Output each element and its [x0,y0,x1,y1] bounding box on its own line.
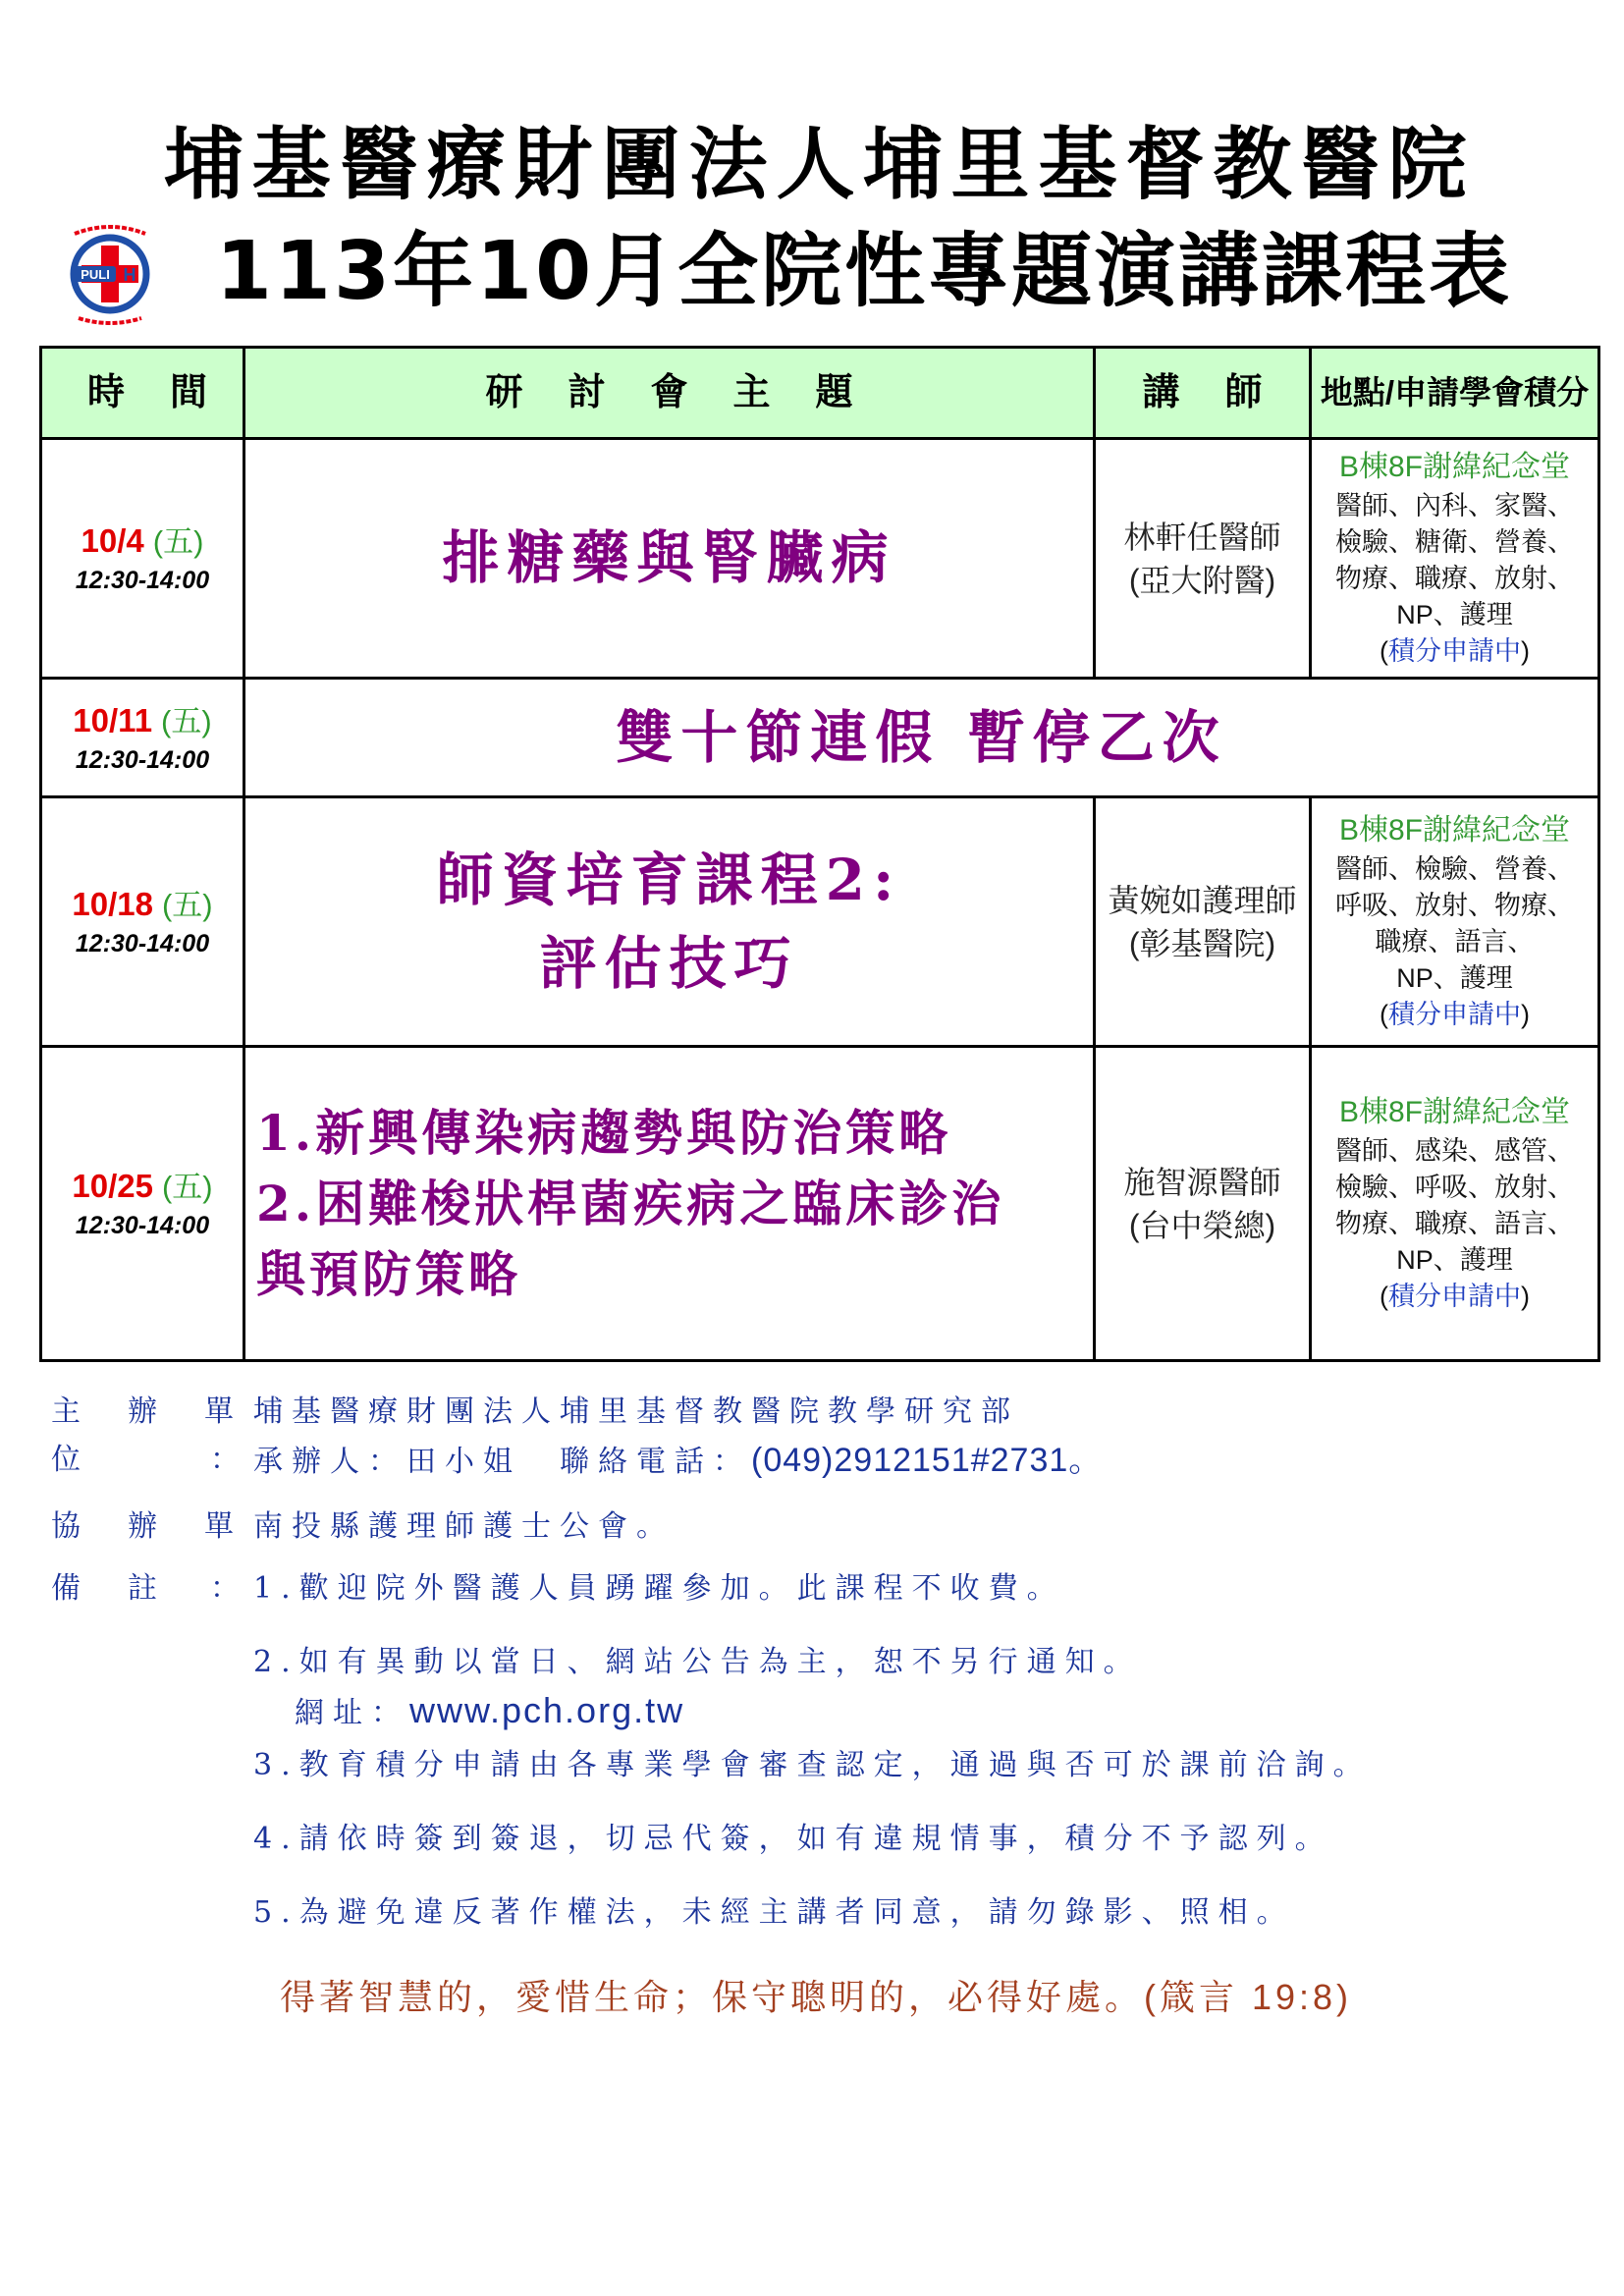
bracket-close: ) [1521,636,1530,666]
date-line [42,884,243,926]
scripture-quote: 得著智慧的，愛惜生命；保守聰明的，必得好處。(箴言 19:8) [280,1977,1353,2017]
bracket-open: ( [1380,1282,1388,1311]
credit-status-text: 積分申請中 [1388,1282,1521,1311]
session-time: 12:30-14:00 [75,930,210,957]
session-topic: 師資培育課程2: [436,846,902,913]
speaker-affiliation: (彰基醫院) [1128,925,1276,961]
note-item: 1.歡迎院外醫護人員踴躍參加。此課程不收費。 [253,1571,1065,1606]
organizer-label-continued: 位 [51,1443,128,1477]
table-row [41,797,1599,1047]
suspension-notice: 雙十節連假 暫停乙次 [616,703,1227,771]
contact-person: 承辦人：田小姐 聯絡電話： [253,1445,751,1479]
credit-societies: 檢驗、糖衛、營養、 [1335,527,1574,557]
topic-cell [244,439,1095,679]
date-line [42,1166,243,1208]
bracket-open: ( [1380,1000,1388,1029]
session-weekday: (五) [161,1170,213,1204]
session-topic: 2.困難梭狀桿菌疾病之臨床診治 [256,1174,1005,1232]
organizer-name: 埔基醫療財團法人埔里基督教醫院教學研究部 [253,1394,1019,1429]
speaker-affiliation: (台中榮總) [1128,1207,1276,1243]
credit-societies: 物療、職療、語言、 [1335,1209,1574,1238]
credit-societies: NP、護理 [1396,1245,1513,1275]
notice-cell [244,679,1599,797]
note-item: 4.請依時簽到簽退，切忌代簽，如有違規情事，積分不予認列。 [253,1822,1333,1856]
venue-name: B棟8F謝緯紀念堂 [1338,1096,1571,1128]
venue-cell [1311,797,1599,1047]
logo-letter: H [123,265,136,285]
bracket-open: ( [1380,636,1388,666]
label-colon: ： [210,1571,240,1606]
table-row [41,439,1599,679]
website-url: www.pch.org.tw [409,1690,685,1730]
column-header-venue-credits: 地點/申請學會積分 [1311,348,1599,439]
date-line [42,700,243,742]
venue-name: B棟8F謝緯紀念堂 [1338,451,1571,483]
topic-cell [244,797,1095,1047]
credit-societies: 呼吸、放射、物療、 [1335,891,1574,920]
session-topic: 1.新興傳染病趨勢與防治策略 [256,1103,952,1162]
date-line [42,520,243,563]
website-label: 網址： [295,1696,409,1730]
note-item: 3.教育積分申請由各專業學會審查認定，通過與否可於課前洽詢。 [253,1748,1372,1782]
venue-cell [1311,1047,1599,1361]
session-date: 10/18 [72,886,153,922]
logo-wordmark: PULI [81,267,110,282]
credit-status [1312,1279,1597,1315]
speaker-cell [1095,1047,1311,1361]
schedule-title: 113年10月全院性專題演講課程表 [215,225,1513,318]
session-topic: 與預防策略 [256,1244,521,1303]
session-topic: 排糖藥與腎臟病 [442,524,896,591]
bracket-close: ) [1521,1282,1530,1311]
session-date: 10/4 [81,522,144,559]
credit-societies: NP、護理 [1396,963,1513,993]
column-header-time: 時間 [41,348,244,439]
speaker-cell [1095,439,1311,679]
session-time: 12:30-14:00 [75,745,210,774]
session-date: 10/11 [73,701,153,738]
hospital-logo [51,218,169,328]
credit-status [1312,997,1597,1033]
speaker-name: 林軒任醫師 [1123,519,1281,555]
contact-phone: (049)2912151#2731。 [751,1442,1104,1479]
column-header-topic: 研討會主題 [244,348,1095,439]
note-item: 2.如有異動以當日、網站公告為主，恕不另行通知。 [253,1645,1142,1679]
credit-societies: 物療、職療、放射、 [1335,564,1574,593]
website-line [295,1691,684,1733]
credit-societies: 醫師、內科、家醫、 [1335,491,1574,520]
date-cell [41,439,244,679]
date-cell [41,679,244,797]
credit-status-text: 積分申請中 [1388,636,1521,666]
table-row [41,679,1599,797]
label-colon: ： [210,1443,240,1477]
credit-societies: 檢驗、呼吸、放射、 [1335,1173,1574,1202]
column-header-speaker: 講師 [1095,348,1311,439]
speaker-name: 黃婉如護理師 [1108,882,1297,918]
venue-cell [1311,439,1599,679]
session-date: 10/25 [72,1168,153,1204]
date-cell [41,1047,244,1361]
schedule-table [39,346,1600,1362]
page-title: 埔基醫療財團法人埔里基督教醫院 [164,118,1476,210]
credit-status [1312,633,1597,670]
credit-status-text: 積分申請中 [1388,1000,1521,1029]
logo-arc-bottom [79,318,141,323]
session-time: 12:30-14:00 [75,1212,210,1239]
speaker-name: 施智源醫師 [1123,1164,1281,1200]
co-organizer-name: 南投縣護理師護士公會。 [253,1509,675,1544]
credit-societies: 醫師、感染、感管、 [1335,1136,1574,1166]
contact-line [253,1441,1103,1482]
organizer-label: 主辦單 [51,1394,281,1429]
session-time: 12:30-14:00 [75,567,210,594]
credit-societies: 職療、語言、 [1375,927,1535,957]
speaker-affiliation: (亞大附醫) [1128,562,1276,598]
note-item: 5.為避免違反著作權法，未經主講者同意，請勿錄影、照相。 [253,1895,1295,1930]
notes-label: 備註 [51,1571,204,1606]
speaker-cell [1095,797,1311,1047]
credit-societies: NP、護理 [1396,600,1513,629]
date-cell [41,797,244,1047]
bracket-close: ) [1521,1000,1530,1029]
session-topic: 評估技巧 [539,929,799,997]
co-organizer-label: 協辦單 [51,1509,281,1544]
session-weekday: (五) [161,703,212,738]
session-weekday: (五) [152,524,204,559]
table-row [41,1047,1599,1361]
table-header-row [41,348,1599,439]
venue-name: B棟8F謝緯紀念堂 [1338,814,1571,847]
logo-arc-top [75,227,145,234]
credit-societies: 醫師、檢驗、營養、 [1335,854,1574,884]
topic-cell [244,1047,1095,1361]
session-weekday: (五) [161,888,213,922]
